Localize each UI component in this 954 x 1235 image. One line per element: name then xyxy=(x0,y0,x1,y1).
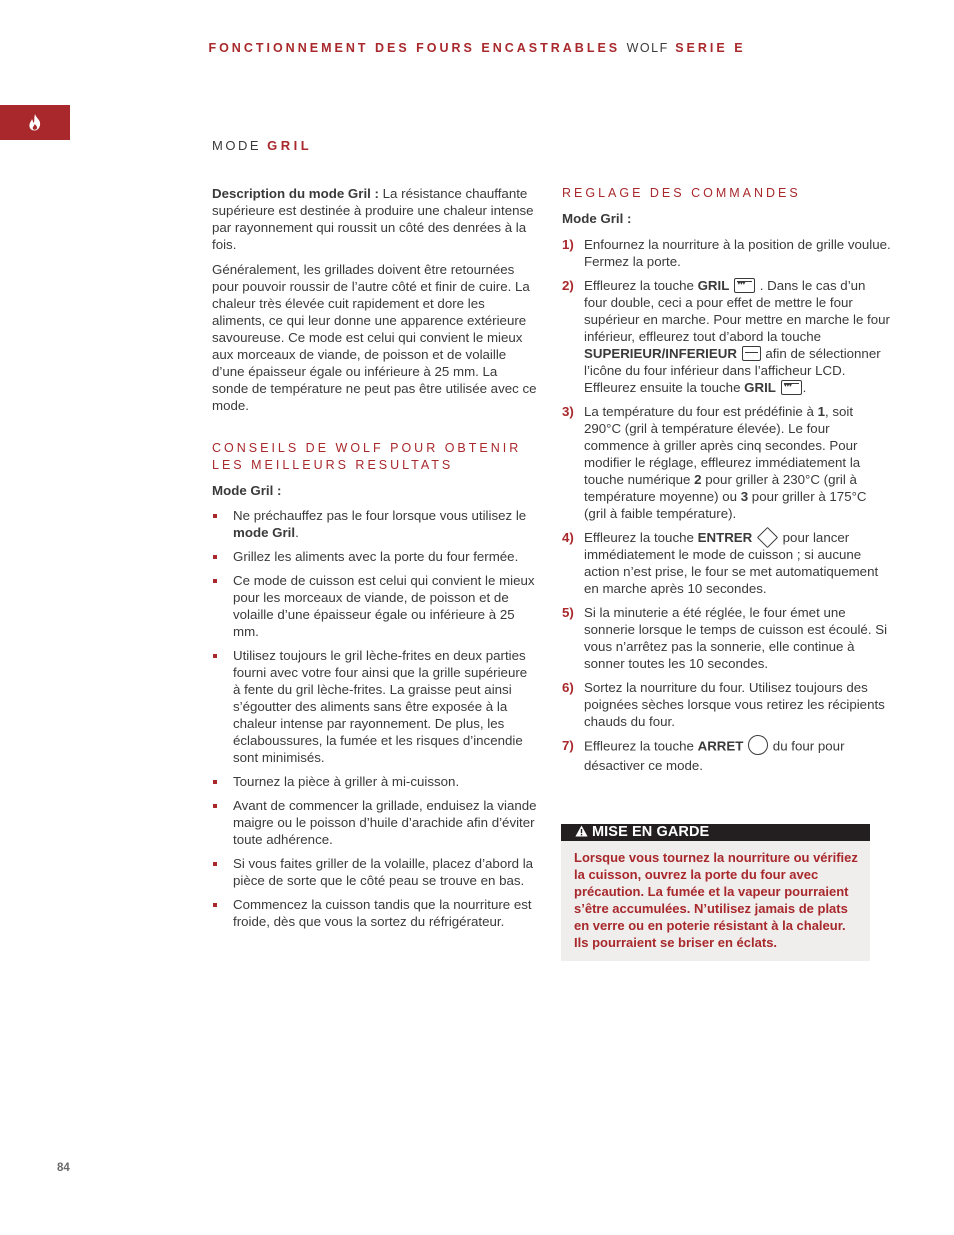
step-text: . Dans le cas d’un four double, ceci a pour effet de mettre le four supérieur en marche. Pour mettre en marche le four inférieur, effleurez tout d’abord la touche xyxy=(584,278,890,344)
flame-icon xyxy=(28,114,42,131)
mode-title-prefix: MODE xyxy=(212,138,261,153)
header-title: FONCTIONNEMENT DES FOURS ENCASTRABLES xyxy=(208,41,621,55)
list-item xyxy=(562,403,892,522)
tips-label: Mode Gril : xyxy=(212,483,282,498)
bullet-marker xyxy=(213,514,217,518)
page-header xyxy=(0,40,954,56)
warning-box xyxy=(561,824,870,961)
step-text: pour griller à 230°C (gril à température moyenne) ou xyxy=(584,472,857,504)
list-item xyxy=(562,679,892,730)
step-text: afin de sélectionner l’icône du four inférieur dans l’afficheur LCD. Effleurez ensuite la touche xyxy=(584,346,881,395)
key-name-gril: GRIL xyxy=(697,278,730,293)
list-item xyxy=(212,647,537,766)
stop-key-icon xyxy=(748,735,768,755)
tip-text: Ne préchauffez pas le four lorsque vous utilisez le xyxy=(233,508,527,523)
list-item xyxy=(562,529,892,597)
step-text: Sortez la nourriture du four. Utilisez toujours des poignées sèches lorsque vous retirez les récipients chauds du four. xyxy=(584,680,885,729)
steps-list xyxy=(562,236,892,774)
list-item xyxy=(562,277,892,396)
step-text: pour griller à 175°C (gril à faible température). xyxy=(584,489,867,521)
key-name-enter: ENTRER xyxy=(697,530,753,545)
left-column xyxy=(212,185,537,937)
step-number: 3) xyxy=(562,404,574,419)
list-item xyxy=(212,896,537,930)
controls-heading: REGLAGE DES COMMANDES xyxy=(562,186,801,200)
bullet-marker xyxy=(213,654,217,658)
mode-title-name: GRIL xyxy=(267,138,313,153)
step-number: 6) xyxy=(562,680,574,695)
description-label: Description du mode Gril : xyxy=(212,186,379,201)
mode-description xyxy=(212,185,537,253)
step-text: pour lancer immédiatement le mode de cuisson ; si aucune action n’est prise, le four se met automatiquement en marche après 10 secondes. xyxy=(584,530,879,596)
step-number: 1) xyxy=(562,237,574,252)
tip-text: Ce mode de cuisson est celui qui convient le mieux pour les morceaux de viande, de poisson et de volaille d’une épaisseur égale ou inférieure à 25 mm. xyxy=(233,573,535,639)
setting-value: 1 xyxy=(817,404,825,419)
list-item xyxy=(562,236,892,270)
controls-label: Mode Gril : xyxy=(562,211,632,226)
page-number: 84 xyxy=(57,1162,70,1174)
section-tab xyxy=(0,105,70,140)
step-number: 7) xyxy=(562,738,574,753)
key-name-stop: ARRET xyxy=(697,738,744,754)
step-text: . xyxy=(802,380,807,395)
tips-list xyxy=(212,507,537,930)
key-name-gril: GRIL xyxy=(744,380,776,395)
step-text: Si la minuterie a été réglée, le four émet une sonnerie lorsque le temps de cuisson est écoulé. Si vous n’arrêtez pas la sonnerie, elle continue à sonner toutes les 10 secondes. xyxy=(584,605,888,671)
header-series: SERIE E xyxy=(675,41,746,55)
step-text: , soit 290°C (gril à température élevée). Le four commence à griller après cinq secondes. Pour modifier le réglage, effleurez immédiatement la touche numérique xyxy=(584,404,861,487)
mode-title xyxy=(212,138,312,153)
step-number: 5) xyxy=(562,605,574,620)
warning-triangle-icon xyxy=(575,825,588,837)
list-item xyxy=(212,548,537,565)
step-number: 2) xyxy=(562,278,574,293)
step-text: Effleurez la touche xyxy=(584,278,698,293)
warning-header xyxy=(561,824,870,841)
tip-text: Avant de commencer la grillade, enduisez la viande maigre ou le poisson d’huile d’arachide afin d’éviter toute adhérence. xyxy=(233,798,537,847)
warning-title: MISE EN GARDE xyxy=(592,824,710,840)
list-item xyxy=(562,737,892,774)
list-item xyxy=(212,572,537,640)
tips-heading: CONSEILS DE WOLF POUR OBTENIR LES MEILLEURS RESULTATS xyxy=(212,441,522,472)
general-paragraph: Généralement, les grillades doivent être retournées pour pouvoir roussir de l’autre côté et finir de cuire. La chaleur très élevée cuit rapidement et dore les aliments, ce qui leur donne une apparence extérieure savoureuse. Ce mode est celui qui convient le mieux aux morceaux de viande, de poisson et de volaille d’une épaisseur égale ou inférieure à 25 mm. La sonde de température ne peut pas être utilisée avec ce mode. xyxy=(212,262,537,413)
upper-lower-key-icon xyxy=(742,346,761,361)
tip-text: Si vous faites griller de la volaille, placez d’abord la pièce de sorte que le côté peau se trouve en bas. xyxy=(233,856,534,888)
bullet-marker xyxy=(213,555,217,559)
broil-key-icon xyxy=(781,380,802,395)
right-column xyxy=(562,185,892,781)
description-text: La résistance chauffante supérieure est destinée à produire une chaleur intense par rayonnement qui roussit un côté des denrées à la fois. xyxy=(212,186,534,252)
list-item xyxy=(562,604,892,672)
bullet-marker xyxy=(213,579,217,583)
setting-value: 3 xyxy=(740,489,749,504)
step-text: La température du four est prédéfinie à xyxy=(584,404,818,419)
warning-text: Lorsque vous tournez la nourriture ou vérifiez la cuisson, ouvrez la porte du four avec précaution. La fumée et la vapeur pourraient s’être accumulées. N’utilisez jamais de plats en verre ou en poterie résistant à la chaleur. Ils pourraient se briser en éclats. xyxy=(561,841,870,961)
setting-value: 2 xyxy=(694,472,702,487)
tip-text: Utilisez toujours le gril lèche-frites en deux parties fourni avec votre four ainsi que la grille supérieure à fente du gril lèche-frites. La graisse peut ainsi s’égoutter des aliments sans être exposée à la chaleur intense par rayonnement. De plus, les éclaboussures, la fumée et les risques d’incendie sont minimisés. xyxy=(233,648,528,765)
key-name-upper-lower: SUPERIEUR/INFERIEUR xyxy=(584,346,737,361)
step-text: Enfournez la nourriture à la position de grille voulue. Fermez la porte. xyxy=(584,237,891,269)
list-item xyxy=(212,797,537,848)
step-text: Effleurez la touche xyxy=(584,738,698,754)
tip-bold: mode Gril xyxy=(233,525,296,540)
list-item xyxy=(212,773,537,790)
header-brand: WOLF xyxy=(626,41,669,55)
step-text: Effleurez la touche xyxy=(584,530,698,545)
tip-text: Grillez les aliments avec la porte du four fermée. xyxy=(233,549,519,564)
tip-text: Commencez la cuisson tandis que la nourriture est froide, dès que vous la sortez du réfrigérateur. xyxy=(233,897,532,929)
tip-text-end: . xyxy=(295,525,299,540)
broil-key-icon xyxy=(734,278,755,293)
step-text: du four pour désactiver ce mode. xyxy=(584,738,845,773)
step-number: 4) xyxy=(562,530,574,545)
bullet-marker xyxy=(213,804,217,808)
enter-key-icon xyxy=(757,527,778,548)
tip-text: Tournez la pièce à griller à mi-cuisson. xyxy=(233,774,460,789)
bullet-marker xyxy=(213,780,217,784)
list-item xyxy=(212,855,537,889)
bullet-marker xyxy=(213,862,217,866)
bullet-marker xyxy=(213,903,217,907)
list-item xyxy=(212,507,537,541)
